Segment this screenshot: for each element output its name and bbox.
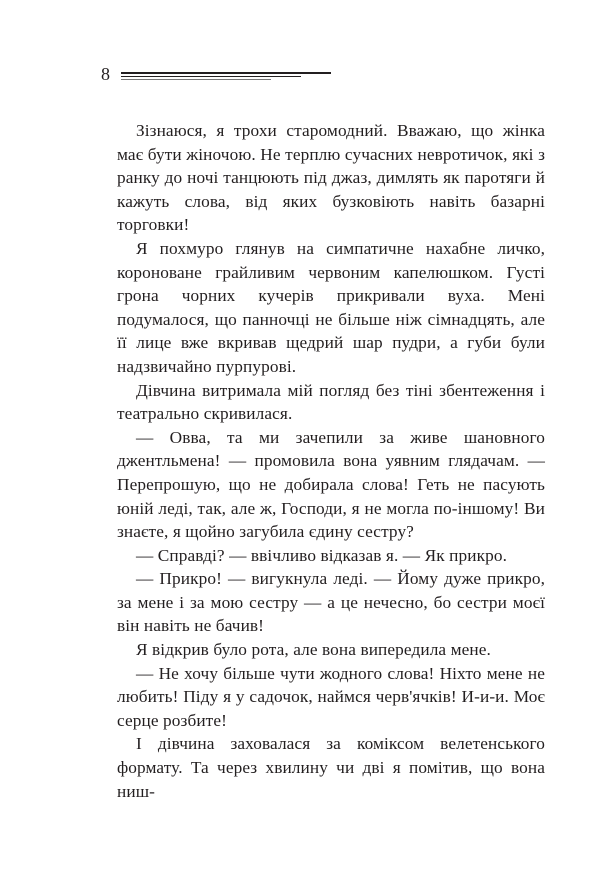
- body-text: [117, 119, 545, 803]
- paragraph: Зізнаюся, я трохи старомодний. Вважаю, що жінка має бути жіночою. Не терплю сучасних невротичок, які з ранку до ночі танцюють під джаз, димлять як паротяги й кажуть слова, від яких бузковіють навіть базарні торговки!: [117, 121, 545, 235]
- paragraph: Дівчина витримала мій погляд без тіні збентеження і театрально скривилася.: [117, 380, 545, 424]
- header-rule: [121, 72, 331, 74]
- paragraph: Я відкрив було рота, але вона випередила мене.: [136, 640, 491, 660]
- paragraph: — Не хочу більше чути жодного слова! Ніхто мене не любить! Піду я у садочок, наймся черв'ячків! И-и-и. Моє серце розбите!: [117, 663, 545, 730]
- paragraph: — Справді? — ввічливо відказав я. — Як прикро.: [136, 545, 507, 565]
- paragraph: Я похмуро глянув на симпатичне нахабне личко, короноване грайливим червоним капелюшком. Густі грона чорних кучерів прикривали вуха. Мені подумалося, що панночці не більше ніж сімнадцять, але її лице вже вкривав щедрий шар пудри, а губи були надзвичайно пурпурові.: [117, 238, 545, 376]
- paragraph: — Прикро! — вигукнула леді. — Йому дуже прикро, за мене і за мою сестру — а це нечесно, бо сестри моєї він навіть не бачив!: [117, 569, 545, 636]
- header-rule: [121, 76, 301, 77]
- header-rule: [121, 79, 271, 80]
- page-number: 8: [101, 64, 110, 84]
- running-header: [101, 63, 341, 87]
- paragraph: — Овва, та ми зачепили за живе шановного джентльмена! — промовила вона уявним глядачам. — Перепрошую, що не добирала слова! Геть не пасують юній леді, так, але ж, Господи, я не могла по-іншому! Ви знаєте, я щойно загубила єдину сестру?: [117, 427, 545, 542]
- paragraph: І дівчина заховалася за коміксом велетенського формату. Та через хвилину чи дві я помітив, що вона ниш-: [117, 734, 545, 801]
